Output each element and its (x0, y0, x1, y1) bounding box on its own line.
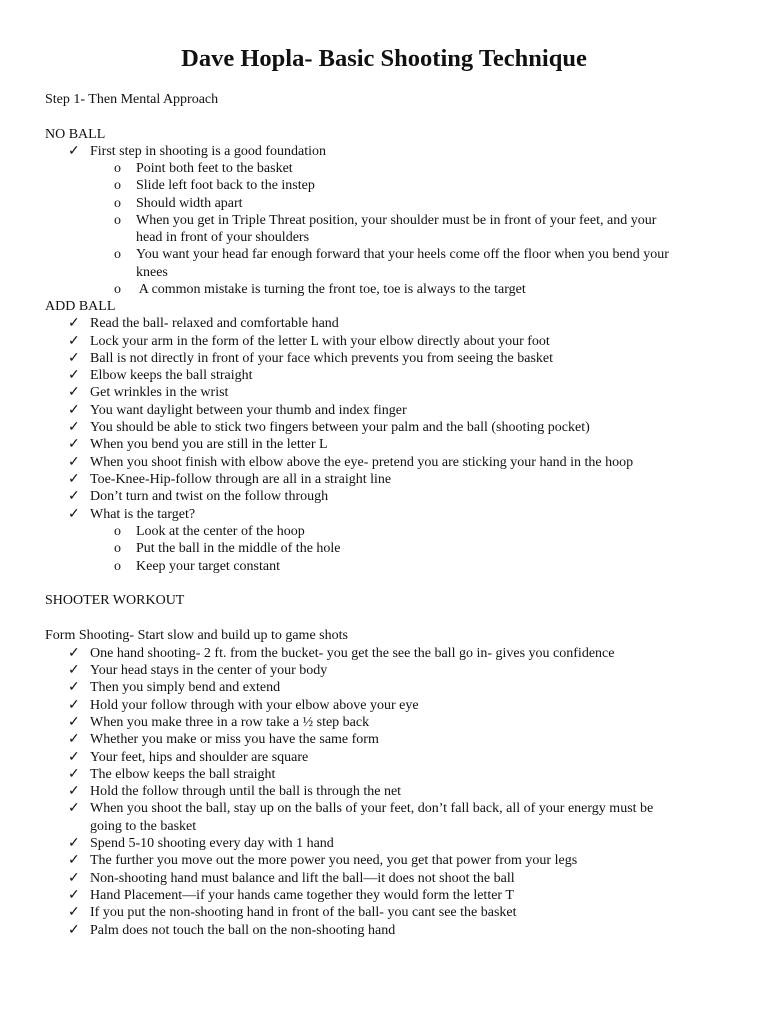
list-item: When you shoot the ball, stay up on the balls of your feet, don’t fall back, all of your energy must be (90, 801, 654, 816)
list-item: When you make three in a row take a ½ step back (90, 715, 370, 730)
list-item: What is the target? (90, 507, 196, 522)
list-item: Non-shooting hand must balance and lift the ball—it does not shoot the ball (90, 871, 515, 886)
list-item: Hand Placement—if your hands came together they would form the letter T (90, 888, 514, 903)
list-item: First step in shooting is a good foundation (90, 144, 327, 159)
form-shooting-heading: Form Shooting- Start slow and build up to game shots (45, 628, 348, 643)
list-item-continuation: going to the basket (90, 819, 197, 834)
checkmark-icon: ✓ (68, 923, 80, 938)
no-ball-heading: NO BALL (45, 127, 106, 142)
checkmark-icon: ✓ (68, 368, 80, 383)
sub-list-item: Keep your target constant (136, 559, 280, 574)
list-item: If you put the non-shooting hand in front of the ball- you cant see the basket (90, 905, 517, 920)
checkmark-icon: ✓ (68, 715, 80, 730)
sub-list-item: Look at the center of the hoop (136, 524, 305, 539)
list-item: Read the ball- relaxed and comfortable hand (90, 316, 339, 331)
circle-bullet-icon: o (114, 247, 121, 262)
checkmark-icon: ✓ (68, 455, 80, 470)
list-item: Whether you make or miss you have the same form (90, 732, 379, 747)
sub-list-item: A common mistake is turning the front toe, toe is always to the target (136, 282, 526, 297)
list-item: Toe-Knee-Hip-follow through are all in a straight line (90, 472, 392, 487)
list-item: When you bend you are still in the letter L (90, 437, 328, 452)
list-item: Lock your arm in the form of the letter L with your elbow directly about your foot (90, 334, 550, 349)
sub-list-item: You want your head far enough forward that your heels come off the floor when you bend your (136, 247, 669, 262)
sub-list-item: Point both feet to the basket (136, 161, 293, 176)
list-item: Your feet, hips and shoulder are square (90, 750, 309, 765)
checkmark-icon: ✓ (68, 316, 80, 331)
checkmark-icon: ✓ (68, 144, 80, 159)
circle-bullet-icon: o (114, 178, 121, 193)
list-item: The elbow keeps the ball straight (90, 767, 276, 782)
checkmark-icon: ✓ (68, 853, 80, 868)
checkmark-icon: ✓ (68, 888, 80, 903)
list-item: Elbow keeps the ball straight (90, 368, 253, 383)
circle-bullet-icon: o (114, 196, 121, 211)
list-item: Get wrinkles in the wrist (90, 385, 229, 400)
list-item: Hold your follow through with your elbow above your eye (90, 698, 419, 713)
step-heading: Step 1- Then Mental Approach (45, 92, 219, 107)
checkmark-icon: ✓ (68, 784, 80, 799)
sub-list-item-continuation: head in front of your shoulders (136, 230, 310, 245)
list-item: Hold the follow through until the ball is through the net (90, 784, 402, 799)
sub-list-item: Slide left foot back to the instep (136, 178, 315, 193)
checkmark-icon: ✓ (68, 472, 80, 487)
circle-bullet-icon: o (114, 559, 121, 574)
checkmark-icon: ✓ (68, 489, 80, 504)
circle-bullet-icon: o (114, 282, 121, 297)
checkmark-icon: ✓ (68, 437, 80, 452)
checkmark-icon: ✓ (68, 698, 80, 713)
checkmark-icon: ✓ (68, 732, 80, 747)
list-item: Don’t turn and twist on the follow through (90, 489, 329, 504)
checkmark-icon: ✓ (68, 871, 80, 886)
checkmark-icon: ✓ (68, 351, 80, 366)
checkmark-icon: ✓ (68, 801, 80, 816)
list-item: You want daylight between your thumb and index finger (90, 403, 407, 418)
list-item: Ball is not directly in front of your face which prevents you from seeing the basket (90, 351, 554, 366)
list-item: Then you simply bend and extend (90, 680, 281, 695)
sub-list-item-continuation: knees (136, 265, 168, 280)
sub-list-item: When you get in Triple Threat position, your shoulder must be in front of your feet, and your (136, 213, 657, 228)
circle-bullet-icon: o (114, 524, 121, 539)
circle-bullet-icon: o (114, 213, 121, 228)
checkmark-icon: ✓ (68, 385, 80, 400)
circle-bullet-icon: o (114, 161, 121, 176)
list-item: Your head stays in the center of your body (90, 663, 328, 678)
document-title: Dave Hopla- Basic Shooting Technique (181, 45, 587, 72)
checkmark-icon: ✓ (68, 420, 80, 435)
list-item: You should be able to stick two fingers between your palm and the ball (shooting pocket) (90, 420, 590, 435)
shooter-workout-heading: SHOOTER WORKOUT (45, 593, 185, 608)
add-ball-heading: ADD BALL (45, 299, 116, 314)
checkmark-icon: ✓ (68, 663, 80, 678)
checkmark-icon: ✓ (68, 507, 80, 522)
sub-list-item: Put the ball in the middle of the hole (136, 541, 341, 556)
list-item: One hand shooting- 2 ft. from the bucket- you get the see the ball go in- gives you confidence (90, 646, 615, 661)
checkmark-icon: ✓ (68, 905, 80, 920)
checkmark-icon: ✓ (68, 334, 80, 349)
checkmark-icon: ✓ (68, 403, 80, 418)
checkmark-icon: ✓ (68, 836, 80, 851)
checkmark-icon: ✓ (68, 750, 80, 765)
list-item: Spend 5-10 shooting every day with 1 hand (90, 836, 334, 851)
list-item: The further you move out the more power you need, you get that power from your legs (90, 853, 578, 868)
checkmark-icon: ✓ (68, 767, 80, 782)
checkmark-icon: ✓ (68, 646, 80, 661)
list-item: When you shoot finish with elbow above the eye- pretend you are sticking your hand in the hoop (90, 455, 634, 470)
list-item: Palm does not touch the ball on the non-shooting hand (90, 923, 396, 938)
checkmark-icon: ✓ (68, 680, 80, 695)
sub-list-item: Should width apart (136, 196, 243, 211)
circle-bullet-icon: o (114, 541, 121, 556)
